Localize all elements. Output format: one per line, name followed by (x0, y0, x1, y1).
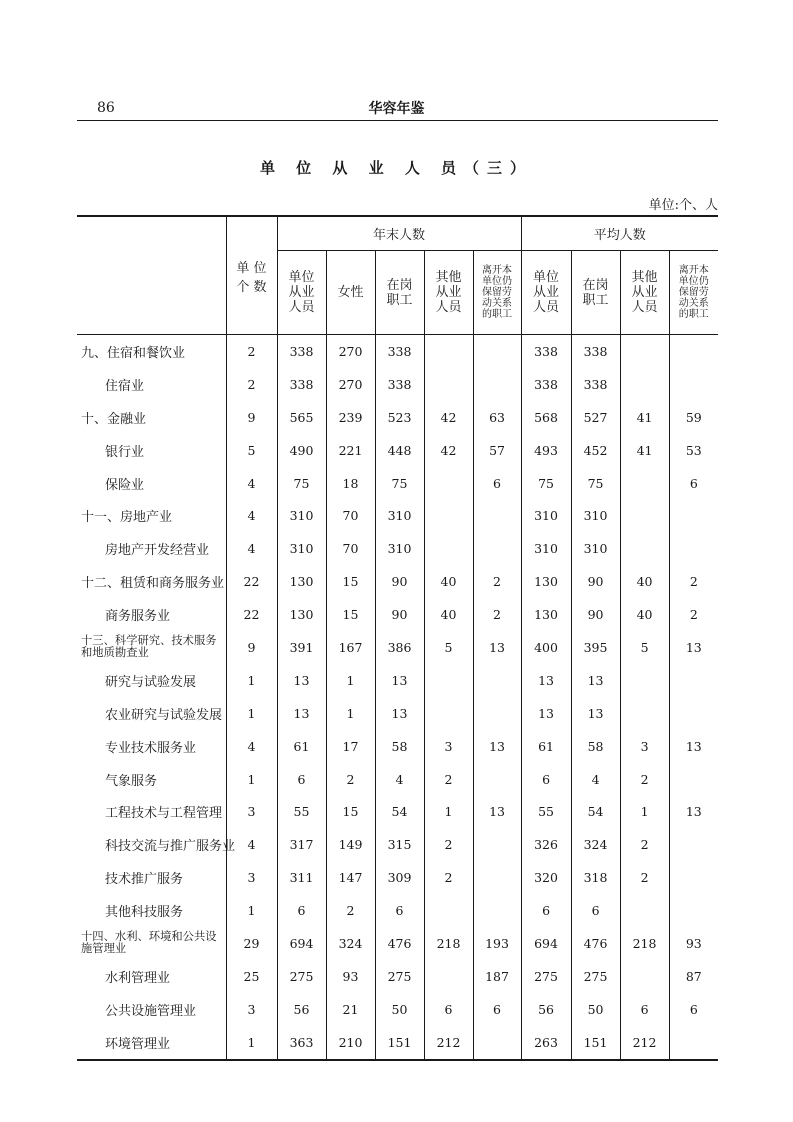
table-cell: 167 (326, 631, 375, 664)
table-cell: 193 (473, 927, 521, 960)
unit-label: 单位:个、人 (648, 198, 718, 213)
row-label: 十二、租赁和商务服务业 (81, 576, 225, 592)
table-title: 单 位 从 业 人 员（三） (259, 159, 534, 177)
table-cell: 9 (226, 401, 277, 434)
row-label: 专业技术服务业 (105, 740, 197, 756)
col-ye-retained: 离开本 单位仍 保留劳 动关系 的职工 (473, 251, 521, 335)
table-cell: 2 (326, 894, 375, 927)
table-cell: 318 (571, 861, 620, 894)
table-cell (669, 697, 718, 730)
table-cell (620, 960, 669, 993)
table-cell (424, 499, 473, 532)
table-cell: 395 (571, 631, 620, 664)
table-cell (473, 861, 521, 894)
table-cell: 210 (326, 1026, 375, 1060)
table-cell (473, 828, 521, 861)
table-cell: 310 (277, 499, 326, 532)
table-cell: 275 (375, 960, 424, 993)
table-cell: 4 (571, 763, 620, 796)
table-cell: 1 (326, 697, 375, 730)
table-cell: 4 (226, 467, 277, 500)
table-cell: 324 (571, 828, 620, 861)
table-cell: 90 (375, 565, 424, 598)
table-cell: 317 (277, 828, 326, 861)
table-cell: 5 (424, 631, 473, 664)
table-cell (473, 335, 521, 368)
table-cell: 75 (571, 467, 620, 500)
table-cell: 1 (226, 697, 277, 730)
table-cell: 3 (424, 730, 473, 763)
table-cell: 6 (571, 894, 620, 927)
table-cell: 275 (571, 960, 620, 993)
table-cell: 311 (277, 861, 326, 894)
table-cell: 310 (521, 499, 571, 532)
table-cell: 25 (226, 960, 277, 993)
table-cell: 13 (473, 795, 521, 828)
table-cell (620, 664, 669, 697)
table-cell: 70 (326, 499, 375, 532)
table-cell (424, 467, 473, 500)
table-cell: 61 (277, 730, 326, 763)
table-cell: 4 (226, 828, 277, 861)
table-cell: 1 (424, 795, 473, 828)
table-cell (620, 697, 669, 730)
table-row (77, 631, 718, 664)
table-row (77, 1026, 718, 1060)
table-cell: 2 (620, 828, 669, 861)
table-cell: 1 (226, 1026, 277, 1060)
table-cell (473, 894, 521, 927)
table-cell: 338 (521, 368, 571, 401)
table-cell (620, 335, 669, 368)
table-cell: 2 (326, 763, 375, 796)
table-cell (669, 335, 718, 368)
table-cell: 523 (375, 401, 424, 434)
table-cell: 21 (326, 993, 375, 1026)
table-cell: 15 (326, 565, 375, 598)
table-cell: 310 (571, 532, 620, 565)
table-cell (669, 763, 718, 796)
table-cell (424, 664, 473, 697)
table-cell: 13 (571, 697, 620, 730)
table-cell: 694 (277, 927, 326, 960)
table-cell: 40 (620, 598, 669, 631)
table-cell: 221 (326, 434, 375, 467)
table-cell: 309 (375, 861, 424, 894)
table-cell: 59 (669, 401, 718, 434)
table-cell: 58 (375, 730, 424, 763)
table-cell: 2 (424, 763, 473, 796)
table-cell: 9 (226, 631, 277, 664)
table-row (77, 499, 718, 532)
table-row (77, 467, 718, 500)
table-cell: 320 (521, 861, 571, 894)
table-cell: 527 (571, 401, 620, 434)
table-cell (669, 499, 718, 532)
table-cell (473, 499, 521, 532)
table-cell (473, 697, 521, 730)
page-number: 86 (97, 100, 115, 116)
table-cell: 42 (424, 401, 473, 434)
table-cell: 1 (226, 664, 277, 697)
table-cell: 41 (620, 401, 669, 434)
row-label: 九、住宿和餐饮业 (81, 345, 186, 361)
table-cell: 22 (226, 598, 277, 631)
table-cell: 13 (669, 730, 718, 763)
row-label: 十四、水利、环境和公共设施管理业 (81, 930, 217, 956)
table-cell: 15 (326, 598, 375, 631)
table-row (77, 664, 718, 697)
table-cell: 58 (571, 730, 620, 763)
row-label: 银行业 (105, 444, 145, 460)
table-cell: 338 (375, 368, 424, 401)
table-cell: 6 (521, 763, 571, 796)
table-cell: 1 (226, 894, 277, 927)
table-cell (424, 532, 473, 565)
col-ye-on-post: 在岗 职工 (375, 251, 424, 335)
table-cell: 2 (424, 861, 473, 894)
table-cell: 310 (521, 532, 571, 565)
table-cell: 13 (277, 697, 326, 730)
table-cell: 40 (620, 565, 669, 598)
table-cell: 218 (424, 927, 473, 960)
table-cell: 363 (277, 1026, 326, 1060)
table-cell: 275 (277, 960, 326, 993)
table-cell: 6 (669, 467, 718, 500)
row-label: 保险业 (105, 477, 145, 493)
table-cell (620, 894, 669, 927)
table-cell: 490 (277, 434, 326, 467)
table-cell: 54 (375, 795, 424, 828)
table-cell: 75 (375, 467, 424, 500)
table-row (77, 894, 718, 927)
row-label: 十一、房地产业 (81, 510, 173, 526)
table-cell: 63 (473, 401, 521, 434)
header-rule (77, 120, 718, 121)
row-label: 技术推广服务 (105, 872, 184, 888)
col-avg-retained: 离开本 单位仍 保留劳 动关系 的职工 (669, 251, 718, 335)
table-cell: 3 (620, 730, 669, 763)
table-cell (620, 499, 669, 532)
table-cell: 17 (326, 730, 375, 763)
employment-table (77, 215, 718, 1061)
table-cell: 130 (277, 565, 326, 598)
table-cell: 218 (620, 927, 669, 960)
row-label: 公共设施管理业 (105, 1003, 197, 1019)
row-label: 十三、科学研究、技术服务和地质勘查业 (81, 634, 217, 660)
table-cell: 270 (326, 368, 375, 401)
table-row (77, 993, 718, 1026)
table-cell: 130 (521, 598, 571, 631)
table-cell: 1 (620, 795, 669, 828)
table-cell (669, 368, 718, 401)
table-cell: 6 (473, 467, 521, 500)
table-cell (473, 1026, 521, 1060)
table-cell: 54 (571, 795, 620, 828)
table-cell: 493 (521, 434, 571, 467)
table-cell: 4 (226, 730, 277, 763)
col-ye-other: 其他 从业 人员 (424, 251, 473, 335)
row-label: 工程技术与工程管理 (105, 806, 223, 822)
table-cell: 568 (521, 401, 571, 434)
table-cell: 13 (375, 697, 424, 730)
table-cell: 1 (326, 664, 375, 697)
table-cell (669, 664, 718, 697)
table-cell: 391 (277, 631, 326, 664)
header-corner (77, 216, 226, 335)
table-cell: 6 (277, 763, 326, 796)
table-cell: 6 (521, 894, 571, 927)
table-cell (424, 335, 473, 368)
col-avg-employed: 单位 从业 人员 (521, 251, 571, 335)
table-row (77, 795, 718, 828)
table-cell: 5 (226, 434, 277, 467)
table-cell (473, 532, 521, 565)
table-cell: 6 (669, 993, 718, 1026)
table-cell (473, 763, 521, 796)
table-row (77, 565, 718, 598)
table-cell: 13 (571, 664, 620, 697)
table-cell: 270 (326, 335, 375, 368)
table-cell: 151 (571, 1026, 620, 1060)
table-cell: 93 (326, 960, 375, 993)
table-cell: 310 (571, 499, 620, 532)
table-cell: 151 (375, 1026, 424, 1060)
table-cell (424, 960, 473, 993)
table-cell: 2 (669, 565, 718, 598)
table-cell: 13 (277, 664, 326, 697)
table-cell (669, 861, 718, 894)
table-cell: 61 (521, 730, 571, 763)
row-label: 研究与试验发展 (105, 674, 197, 690)
col-ye-female: 女性 (326, 251, 375, 335)
col-avg-on-post: 在岗 职工 (571, 251, 620, 335)
table-cell: 2 (424, 828, 473, 861)
row-label: 其他科技服务 (105, 905, 184, 921)
table-cell: 55 (277, 795, 326, 828)
table-cell: 75 (277, 467, 326, 500)
table-cell: 50 (375, 993, 424, 1026)
table-cell: 476 (571, 927, 620, 960)
table-cell: 90 (375, 598, 424, 631)
table-cell (473, 664, 521, 697)
col-unit-count: 单 位 个 数 (226, 216, 277, 335)
table-cell: 3 (226, 795, 277, 828)
row-label: 科技交流与推广服务业 (105, 839, 236, 855)
table-cell (669, 894, 718, 927)
table-cell: 326 (521, 828, 571, 861)
table-cell: 13 (473, 631, 521, 664)
running-title: 华容年鉴 (368, 101, 425, 117)
table-cell: 6 (620, 993, 669, 1026)
row-label: 住宿业 (105, 378, 145, 394)
table-row (77, 598, 718, 631)
table-cell: 6 (473, 993, 521, 1026)
table-row (77, 335, 718, 368)
table-cell: 324 (326, 927, 375, 960)
table-cell: 70 (326, 532, 375, 565)
table-cell: 6 (277, 894, 326, 927)
table-cell (620, 368, 669, 401)
table-cell: 2 (620, 861, 669, 894)
table-cell: 2 (473, 598, 521, 631)
table-cell: 13 (521, 697, 571, 730)
table-cell: 41 (620, 434, 669, 467)
table-cell: 565 (277, 401, 326, 434)
table-row (77, 368, 718, 401)
table-cell: 452 (571, 434, 620, 467)
table-row (77, 532, 718, 565)
table-cell: 310 (375, 532, 424, 565)
table-row (77, 730, 718, 763)
table-cell: 56 (521, 993, 571, 1026)
table-cell: 57 (473, 434, 521, 467)
table-cell: 13 (375, 664, 424, 697)
table-cell: 40 (424, 565, 473, 598)
table-cell: 338 (571, 335, 620, 368)
table-cell: 338 (521, 335, 571, 368)
table-cell (424, 894, 473, 927)
table-cell: 4 (226, 532, 277, 565)
table-cell: 4 (226, 499, 277, 532)
group-year-end: 年末人数 (277, 216, 521, 251)
table-cell: 212 (620, 1026, 669, 1060)
table-cell: 263 (521, 1026, 571, 1060)
table-cell: 694 (521, 927, 571, 960)
table-cell (620, 467, 669, 500)
table-cell: 400 (521, 631, 571, 664)
group-average: 平均人数 (521, 216, 718, 251)
row-label: 气象服务 (105, 773, 158, 789)
table-row (77, 434, 718, 467)
table-row (77, 828, 718, 861)
table-cell: 13 (473, 730, 521, 763)
table-row (77, 401, 718, 434)
table-cell: 15 (326, 795, 375, 828)
table-cell: 18 (326, 467, 375, 500)
table-cell: 50 (571, 993, 620, 1026)
table-cell: 75 (521, 467, 571, 500)
table-cell: 2 (473, 565, 521, 598)
table-cell: 22 (226, 565, 277, 598)
table-row (77, 697, 718, 730)
table-cell (669, 1026, 718, 1060)
table-cell: 315 (375, 828, 424, 861)
table-cell: 93 (669, 927, 718, 960)
row-label: 商务服务业 (105, 609, 171, 625)
table-cell (620, 532, 669, 565)
table-cell: 187 (473, 960, 521, 993)
table-cell: 3 (226, 993, 277, 1026)
table-cell: 55 (521, 795, 571, 828)
table-cell: 239 (326, 401, 375, 434)
table-cell: 87 (669, 960, 718, 993)
table-row (77, 927, 718, 960)
table-cell: 130 (277, 598, 326, 631)
table-cell: 5 (620, 631, 669, 664)
table-cell: 310 (277, 532, 326, 565)
table-cell: 147 (326, 861, 375, 894)
table-cell: 2 (226, 335, 277, 368)
col-ye-employed: 单位 从业 人员 (277, 251, 326, 335)
table-cell: 90 (571, 565, 620, 598)
table-cell (669, 532, 718, 565)
table-cell: 476 (375, 927, 424, 960)
table-cell: 29 (226, 927, 277, 960)
row-label: 环境管理业 (77, 1026, 226, 1060)
table-cell: 448 (375, 434, 424, 467)
table-cell: 338 (375, 335, 424, 368)
table-cell (473, 368, 521, 401)
table-cell: 338 (277, 368, 326, 401)
row-label: 农业研究与试验发展 (105, 707, 223, 723)
table-row (77, 960, 718, 993)
table-cell: 3 (226, 861, 277, 894)
table-cell: 2 (620, 763, 669, 796)
table-cell: 310 (375, 499, 424, 532)
table-row (77, 763, 718, 796)
row-label: 十、金融业 (81, 411, 147, 427)
table-cell (669, 828, 718, 861)
table-cell (424, 368, 473, 401)
table-cell: 212 (424, 1026, 473, 1060)
table-cell: 56 (277, 993, 326, 1026)
table-cell: 2 (669, 598, 718, 631)
row-label: 水利管理业 (105, 970, 171, 986)
table-row (77, 861, 718, 894)
row-label: 房地产开发经营业 (105, 543, 210, 559)
table-cell: 6 (424, 993, 473, 1026)
table-cell: 149 (326, 828, 375, 861)
table-cell: 338 (571, 368, 620, 401)
table-cell: 4 (375, 763, 424, 796)
table-cell: 13 (521, 664, 571, 697)
table-cell: 90 (571, 598, 620, 631)
table-cell (424, 697, 473, 730)
table-cell: 13 (669, 795, 718, 828)
table-cell: 42 (424, 434, 473, 467)
table-cell: 6 (375, 894, 424, 927)
table-cell: 338 (277, 335, 326, 368)
table-cell: 130 (521, 565, 571, 598)
table-cell: 2 (226, 368, 277, 401)
col-avg-other: 其他 从业 人员 (620, 251, 669, 335)
table-cell: 13 (669, 631, 718, 664)
table-cell: 386 (375, 631, 424, 664)
table-cell: 53 (669, 434, 718, 467)
table-cell: 40 (424, 598, 473, 631)
table-cell: 275 (521, 960, 571, 993)
table-cell: 1 (226, 763, 277, 796)
